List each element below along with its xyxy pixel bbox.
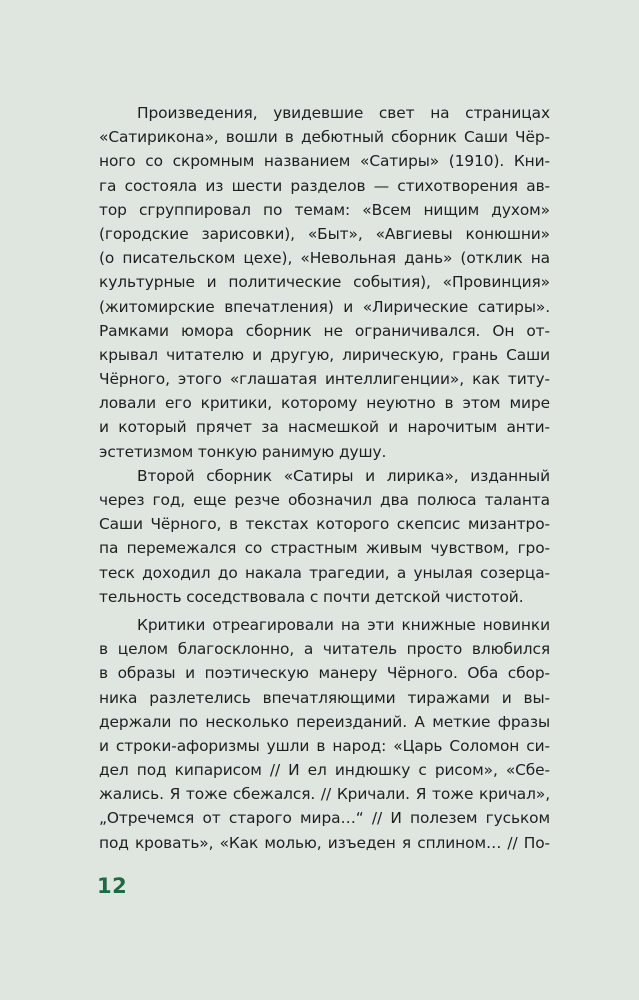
page-number: 12 — [97, 874, 128, 898]
text-line: держали по несколько переизданий. А меткие фразы — [99, 712, 550, 731]
text-line: га состояла из шести разделов — стихотворения ав- — [99, 176, 550, 195]
text-line: Саши Чёрного, в текстах которого скепсис мизантро- — [99, 515, 550, 534]
paragraph-2 — [99, 464, 550, 609]
text-line: жались. Я тоже сбежался. // Кричали. Я тоже кричал», — [99, 785, 550, 804]
text-line: дел под кипарисом // И ел индюшку с рисом», «Сбе- — [99, 761, 550, 780]
text-line: па перемежался со страстным живым чувством, гро- — [99, 539, 550, 558]
text-line: Чёрного, этого «глашатая интеллигенции», как титу- — [99, 370, 550, 389]
text-line: тор сгруппировал по темам: «Всем нищим духом» — [99, 200, 550, 219]
text-line: ловали его критики, которому неуютно в этом мире — [99, 394, 550, 413]
text-line: Критики отреагировали на эти книжные новинки — [137, 615, 550, 634]
text-line: Рамками юмора сборник не ограничивался. Он от- — [99, 321, 550, 340]
text-line: (городские зарисовки), «Быт», «Авгиевы конюшни» — [99, 224, 550, 243]
text-line: и который прячет за насмешкой и нарочитым анти- — [99, 418, 550, 437]
text-line: ного со скромным названием «Сатиры» (1910). Кни- — [99, 152, 550, 171]
text-line: тельность соседствовала с почти детской чистотой. — [99, 587, 524, 606]
text-line: (житомирские впечатления) и «Лирические сатиры». — [99, 297, 550, 316]
paragraph-3 — [99, 613, 550, 855]
body-text — [99, 101, 550, 855]
text-line: под кровать», «Как молью, изъеден я сплином… // По- — [99, 833, 550, 852]
text-line: теск доходил до накала трагедии, а унылая созерца- — [99, 563, 550, 582]
text-line: Произведения, увидевшие свет на страницах — [137, 104, 550, 122]
text-line: в целом благосклонно, а читатель просто влюбился — [99, 640, 550, 659]
text-line: и строки-афоризмы ушли в народ: «Царь Соломон си- — [99, 736, 550, 755]
text-line: ника разлетелись впечатляющими тиражами и вы- — [99, 688, 550, 707]
text-line: Второй сборник «Сатиры и лирика», изданный — [137, 466, 550, 485]
text-line: „Отречемся от старого мира…“ // И полезем гуськом — [99, 809, 550, 828]
text-line: (о писательском цехе), «Невольная дань» (отклик на — [99, 249, 550, 268]
text-line: эстетизмом тонкую ранимую душу. — [99, 442, 387, 461]
text-line: через год, еще резче обозначил два полюса таланта — [99, 491, 550, 509]
text-line: культурные и политические события), «Провинция» — [99, 273, 550, 292]
text-line: «Сатирикона», вошли в дебютный сборник Саши Чёр- — [99, 128, 550, 147]
text-line: в образы и поэтическую манеру Чёрного. Оба сбор- — [99, 664, 550, 683]
text-line: крывал читателю и другую, лирическую, грань Саши — [99, 345, 550, 364]
paragraph-1 — [99, 101, 550, 464]
